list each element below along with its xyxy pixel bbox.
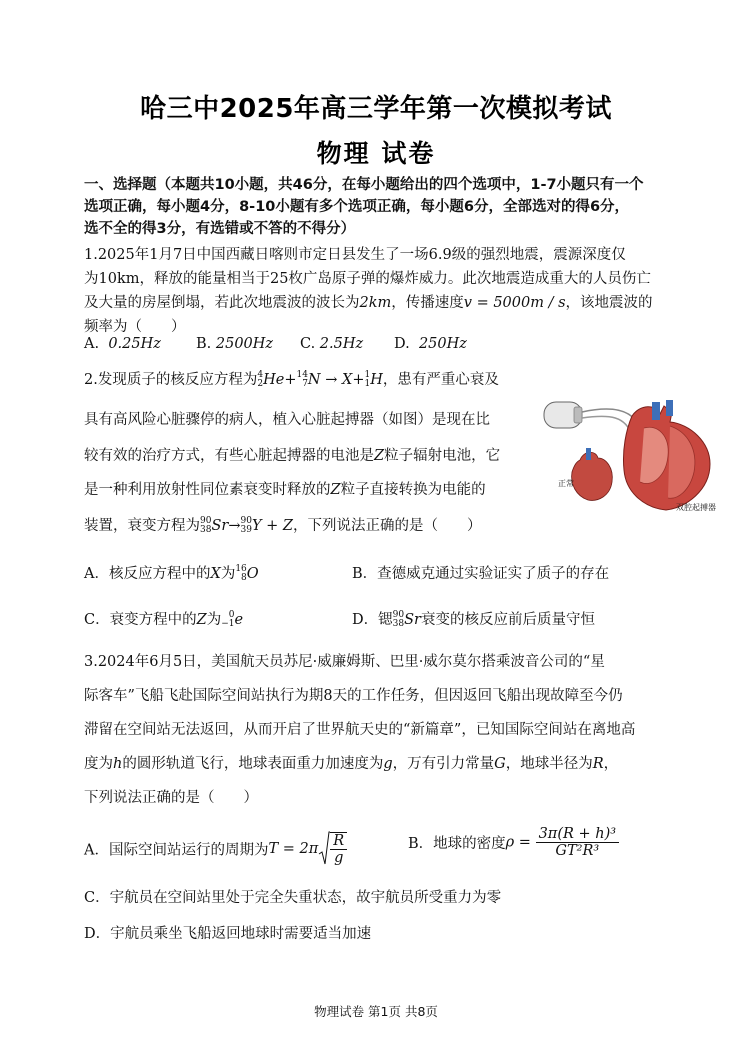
question-line (84, 291, 684, 315)
numerator: 3π(R + h)³ (536, 826, 620, 843)
question-3-line: 滞留在空间站无法返回，从而开启了世界航天史的“新篇章”，已知国际空间站在离地高 (84, 722, 636, 738)
heart-large-icon (623, 400, 710, 510)
section-heading (84, 174, 684, 240)
atomic-number: 2 (257, 379, 264, 389)
question-text: ，地球半径为 (505, 756, 593, 772)
isotope (240, 517, 251, 535)
question-text: 较有效的治疗方式，有些心脏起搏器的电池是 (84, 448, 374, 464)
question-text: ，传播速度 (391, 295, 464, 311)
speed-value: v = 5000m / s (463, 295, 566, 311)
option-key: D. (394, 336, 410, 352)
q1-option-d[interactable] (394, 336, 467, 352)
arrow: → (325, 372, 338, 388)
symbol: Z (374, 448, 385, 464)
option-text: D．锶 (352, 612, 393, 628)
question-3-line: 3.2024年6月5日，美国航天员苏尼·威廉姆斯、巴里·威尔莫尔搭乘波音公司的“星 (84, 654, 605, 670)
formula: ρ = (505, 834, 531, 851)
exam-subtitle: 物理 试卷 (316, 139, 436, 168)
q3-option-c[interactable]: C．宇航员在空间站里处于完全失重状态，故宇航员所受重力为零 (84, 890, 502, 906)
fraction (536, 826, 620, 859)
question-text: ， (603, 756, 619, 772)
sqrt-icon (318, 830, 330, 868)
operator: + (284, 372, 297, 388)
element: H (370, 372, 383, 388)
figure-label-normal: 正常 (558, 479, 574, 488)
section-heading-line: 一、选择题（本题共10小题，共46分，在每小题给出的四个选项中，1-7小题只有一个 (84, 177, 644, 193)
question-text: ，患有严重心衰及 (382, 372, 499, 388)
decay-equation (200, 518, 293, 534)
isotope (393, 611, 404, 629)
option-value: 2500Hz (215, 336, 274, 352)
atomic-number: −1 (221, 619, 235, 629)
question-line: 1.2025年1月7日中国西藏日喀则市定日县发生了一场6.9级的强烈地震，震源深度仅 (84, 247, 626, 263)
formula: T = 2π (268, 841, 319, 857)
question-line: 为10km，释放的能量相当于25枚广岛原子弹的爆炸威力。此次地震造成重大的人员伤亡 (84, 271, 651, 287)
pacemaker-figure (540, 398, 722, 516)
heart-small-icon (572, 448, 613, 500)
question-3-line (84, 752, 618, 773)
question-text: 粒子直接转换为电能的 (340, 482, 486, 498)
question-3-line: 下列说法正确的是（ ） (84, 790, 258, 806)
nuclear-equation (257, 372, 383, 388)
q1-option-b[interactable] (196, 336, 273, 352)
mass-number: 1 (364, 370, 371, 380)
atomic-number: 38 (392, 619, 405, 629)
figure-label-pacemaker: 双腔起搏器 (676, 503, 716, 512)
wavelength-value: 2km (359, 295, 392, 311)
symbol: X (210, 566, 221, 582)
option-key: A. (84, 336, 100, 352)
operator: + (266, 518, 279, 534)
symbol: G (494, 756, 506, 772)
question-2-line: 具有高风险心脏骤停的病人，植入心脏起搏器（如图）是现在比 (84, 412, 490, 428)
mass-number: 4 (257, 370, 264, 380)
option-key: B. (196, 336, 212, 352)
exam-title: 哈三中2025年高三学年第一次模拟考试 (140, 94, 612, 124)
question-text: 粒子辐射电池，它 (384, 448, 501, 464)
question-2-line (84, 514, 481, 535)
question-text: 是一种利用放射性同位素衰变时释放的 (84, 482, 331, 498)
option-value: 2.5Hz (319, 336, 364, 352)
denominator: GT²R³ (555, 843, 600, 859)
arrow: → (228, 518, 241, 534)
option-text: 为 (206, 612, 222, 628)
question-text: 的圆形轨道飞行，地球表面重力加速度为 (122, 756, 384, 772)
q2-option-b[interactable]: B．查德威克通过实验证实了质子的存在 (352, 566, 610, 582)
atomic-number: 39 (240, 525, 252, 535)
mass-number: 14 (296, 370, 308, 380)
mass-number: 90 (200, 516, 212, 526)
mass-number: 0 (228, 610, 235, 620)
question-text: ，该地震波的 (565, 295, 653, 311)
page-footer: 物理试卷 第1页 共8页 (314, 1004, 438, 1019)
mass-number: 90 (240, 516, 252, 526)
isotope (221, 611, 234, 629)
question-text: ，下列说法正确的是（ ） (292, 518, 482, 534)
section-heading-line: 选项正确，每小题4分，8-10小题有多个选项正确，每小题6分，全部选对的得6分， (84, 199, 630, 215)
question-1 (84, 243, 684, 339)
question-2-line (84, 368, 499, 389)
option-value: 0.25Hz (108, 336, 161, 352)
question-text: 度为 (84, 756, 113, 772)
question-2-line (84, 478, 486, 499)
element: N (307, 372, 321, 388)
operator: + (352, 372, 365, 388)
q2-option-c[interactable] (84, 608, 243, 629)
q3-option-a[interactable] (84, 830, 347, 868)
element: Sr (404, 612, 421, 628)
mass-number: 90 (392, 610, 405, 620)
question-text: ，万有引力常量 (392, 756, 495, 772)
element: Sr (211, 518, 229, 534)
q2-option-d[interactable] (352, 608, 595, 629)
atomic-number: 1 (364, 379, 371, 389)
element: X (341, 372, 353, 388)
atomic-number: 7 (302, 379, 308, 389)
option-key: C. (300, 336, 316, 352)
element: Y (251, 518, 262, 534)
element: e (234, 612, 244, 628)
option-text: C．衰变方程中的 (84, 612, 197, 628)
q1-option-c[interactable] (300, 336, 363, 352)
question-line: 频率为（ ） (84, 319, 186, 335)
mass-number: 16 (235, 564, 247, 574)
q2-option-a[interactable] (84, 562, 259, 583)
question-text: 2.发现质子的核反应方程为 (84, 372, 258, 388)
element: O (246, 566, 259, 582)
option-text: 衰变的核反应前后质量守恒 (420, 612, 595, 628)
symbol: R (592, 756, 604, 772)
q3-option-b[interactable] (408, 826, 619, 859)
element: Z (282, 518, 293, 534)
option-text: A．国际空间站运行的周期为 (84, 842, 269, 859)
isotope (296, 371, 307, 389)
symbol: Z (330, 482, 341, 498)
section-heading-line: 选不全的得3分，有选错或不答的不得分） (84, 221, 356, 237)
isotope (364, 371, 370, 389)
denominator: g (334, 850, 344, 866)
q1-option-a[interactable] (84, 336, 161, 352)
option-value: 250Hz (418, 336, 467, 352)
atomic-number: 8 (241, 573, 247, 583)
atomic-number: 38 (200, 525, 212, 535)
option-text: B．地球的密度 (408, 836, 506, 852)
question-3-line: 际客车”飞船飞赴国际空间站执行为期8天的工作任务，但因返回飞船出现故障至今仍 (84, 688, 623, 704)
q3-option-d[interactable]: D．宇航员乘坐飞船返回地球时需要适当加速 (84, 926, 372, 942)
element: He (263, 372, 285, 388)
isotope (200, 517, 211, 535)
question-text: 及大量的房屋倒塌，若此次地震波的波长为 (84, 295, 360, 311)
fraction (330, 832, 347, 866)
option-text: 为 (220, 566, 236, 582)
symbol: Z (196, 612, 207, 628)
symbol: h (113, 756, 123, 772)
symbol: g (383, 756, 393, 772)
option-text: A．核反应方程中的 (84, 566, 211, 582)
question-text: 装置，衰变方程为 (84, 518, 200, 534)
question-2-line (84, 444, 500, 465)
numerator: R (330, 833, 347, 850)
isotope (257, 371, 263, 389)
isotope (235, 565, 246, 583)
